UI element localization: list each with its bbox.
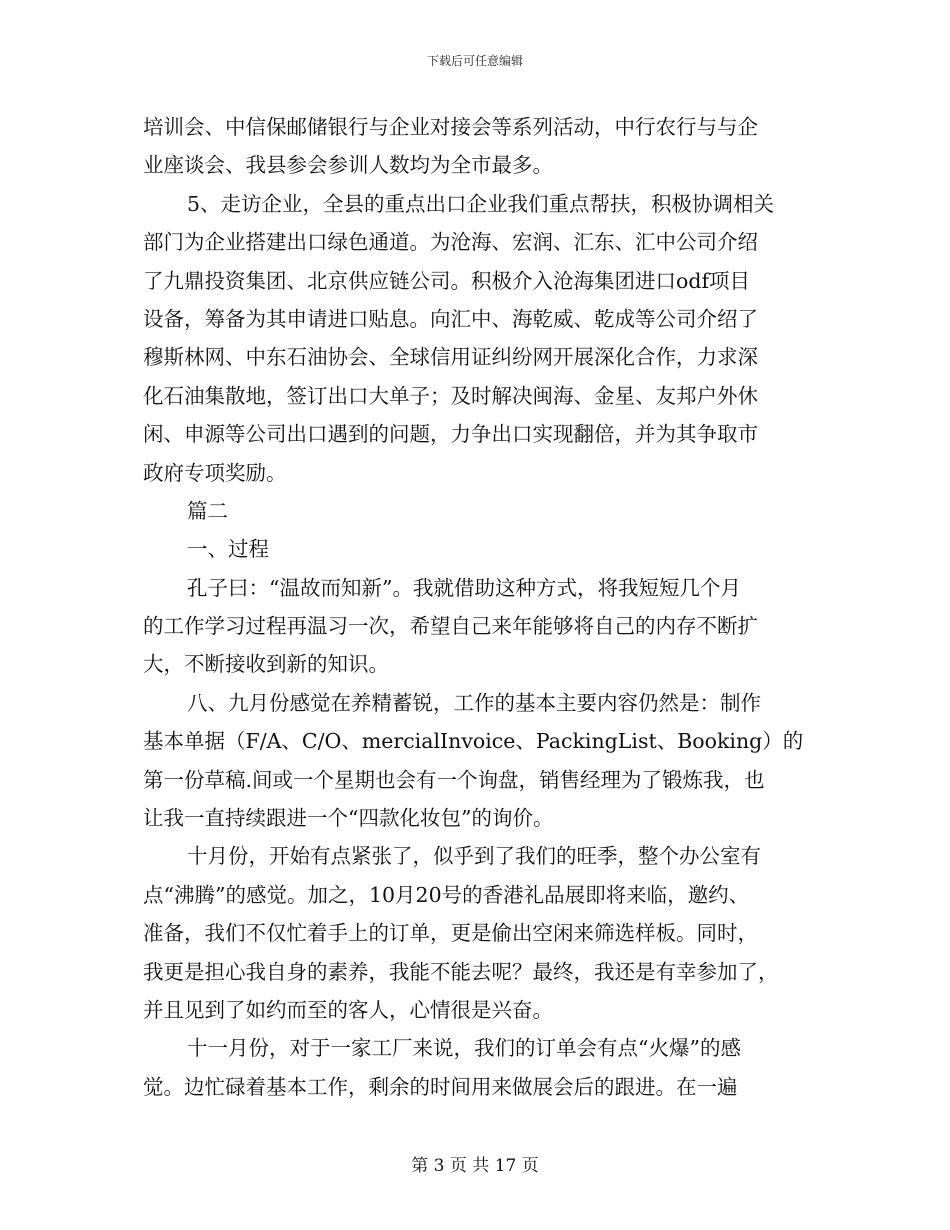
text-line: 了九鼎投资集团、北京供应链公司。积极介入沧海集团进口odf项目 xyxy=(143,268,751,293)
text-line: 设备，筹备为其申请进口贴息。向汇中、海乾威、乾成等公司介绍了 xyxy=(143,306,758,331)
page-header: 下载后可任意编辑 xyxy=(426,54,523,68)
document-body xyxy=(143,108,808,1106)
text-line: 5、走访企业，全县的重点出口企业我们重点帮扶，积极协调相关 xyxy=(187,191,775,216)
text-line: 我更是担心我自身的素养，我能不能去呢？最终，我还是有幸参加了， xyxy=(143,959,779,984)
text-line: 准备，我们不仅忙着手上的订单，更是偷出空闲来筛选样板。同时， xyxy=(143,921,758,946)
text-line: 政府专项奖励。 xyxy=(143,460,287,485)
text-line: 十月份，开始有点紧张了，似乎到了我们的旺季，整个办公室有 xyxy=(187,844,761,869)
text-line: 八、九月份感觉在养精蓄锐，工作的基本主要内容仍然是：制作 xyxy=(187,690,761,715)
text-line: 十一月份，对于一家工厂来说，我们的订单会有点“火爆”的感 xyxy=(187,1036,741,1061)
text-line: 第一份草稿.间或一个星期也会有一个询盘，销售经理为了锻炼我，也 xyxy=(143,767,765,792)
text-line: 篇二 xyxy=(187,498,228,523)
text-line: 化石油集散地，签订出口大单子；及时解决闽海、金星、友邦户外休 xyxy=(143,383,758,408)
text-line: 部门为企业搭建出口绿色通道。为沧海、宏润、汇东、汇中公司介绍 xyxy=(143,230,758,255)
text-line: 基本单据（F/A、C/O、mercialInvoice、PackingList、Booking）的 xyxy=(143,729,804,754)
text-line: 点“沸腾”的感觉。加之，10月20号的香港礼品展即将来临，邀约、 xyxy=(143,882,750,907)
text-line: 闲、申源等公司出口遇到的问题，力争出口实现翻倍，并为其争取市 xyxy=(143,422,758,447)
text-line: 一、过程 xyxy=(187,537,269,562)
text-line: 的工作学习过程再温习一次，希望自己来年能够将自己的内存不断扩 xyxy=(143,614,758,639)
text-line: 孔子曰：“温故而知新”。我就借助这种方式，将我短短几个月 xyxy=(187,575,741,600)
page-number-footer: 第 3 页 共 17 页 xyxy=(411,1156,539,1176)
text-line: 业座谈会、我县参会参训人数均为全市最多。 xyxy=(143,153,553,178)
text-line: 培训会、中信保邮储银行与企业对接会等系列活动，中行农行与与企 xyxy=(143,115,758,139)
text-line: 让我一直持续跟进一个“四款化妆包”的询价。 xyxy=(143,806,554,831)
text-line: 大，不断接收到新的知识。 xyxy=(143,652,389,677)
text-line: 并且见到了如约而至的客人，心情很是兴奋。 xyxy=(143,997,553,1022)
text-line: 觉。边忙碌着基本工作，剩余的时间用来做展会后的跟进。在一遍 xyxy=(143,1074,738,1099)
text-line: 穆斯林网、中东石油协会、全球信用证纠纷网开展深化合作，力求深 xyxy=(143,345,758,370)
